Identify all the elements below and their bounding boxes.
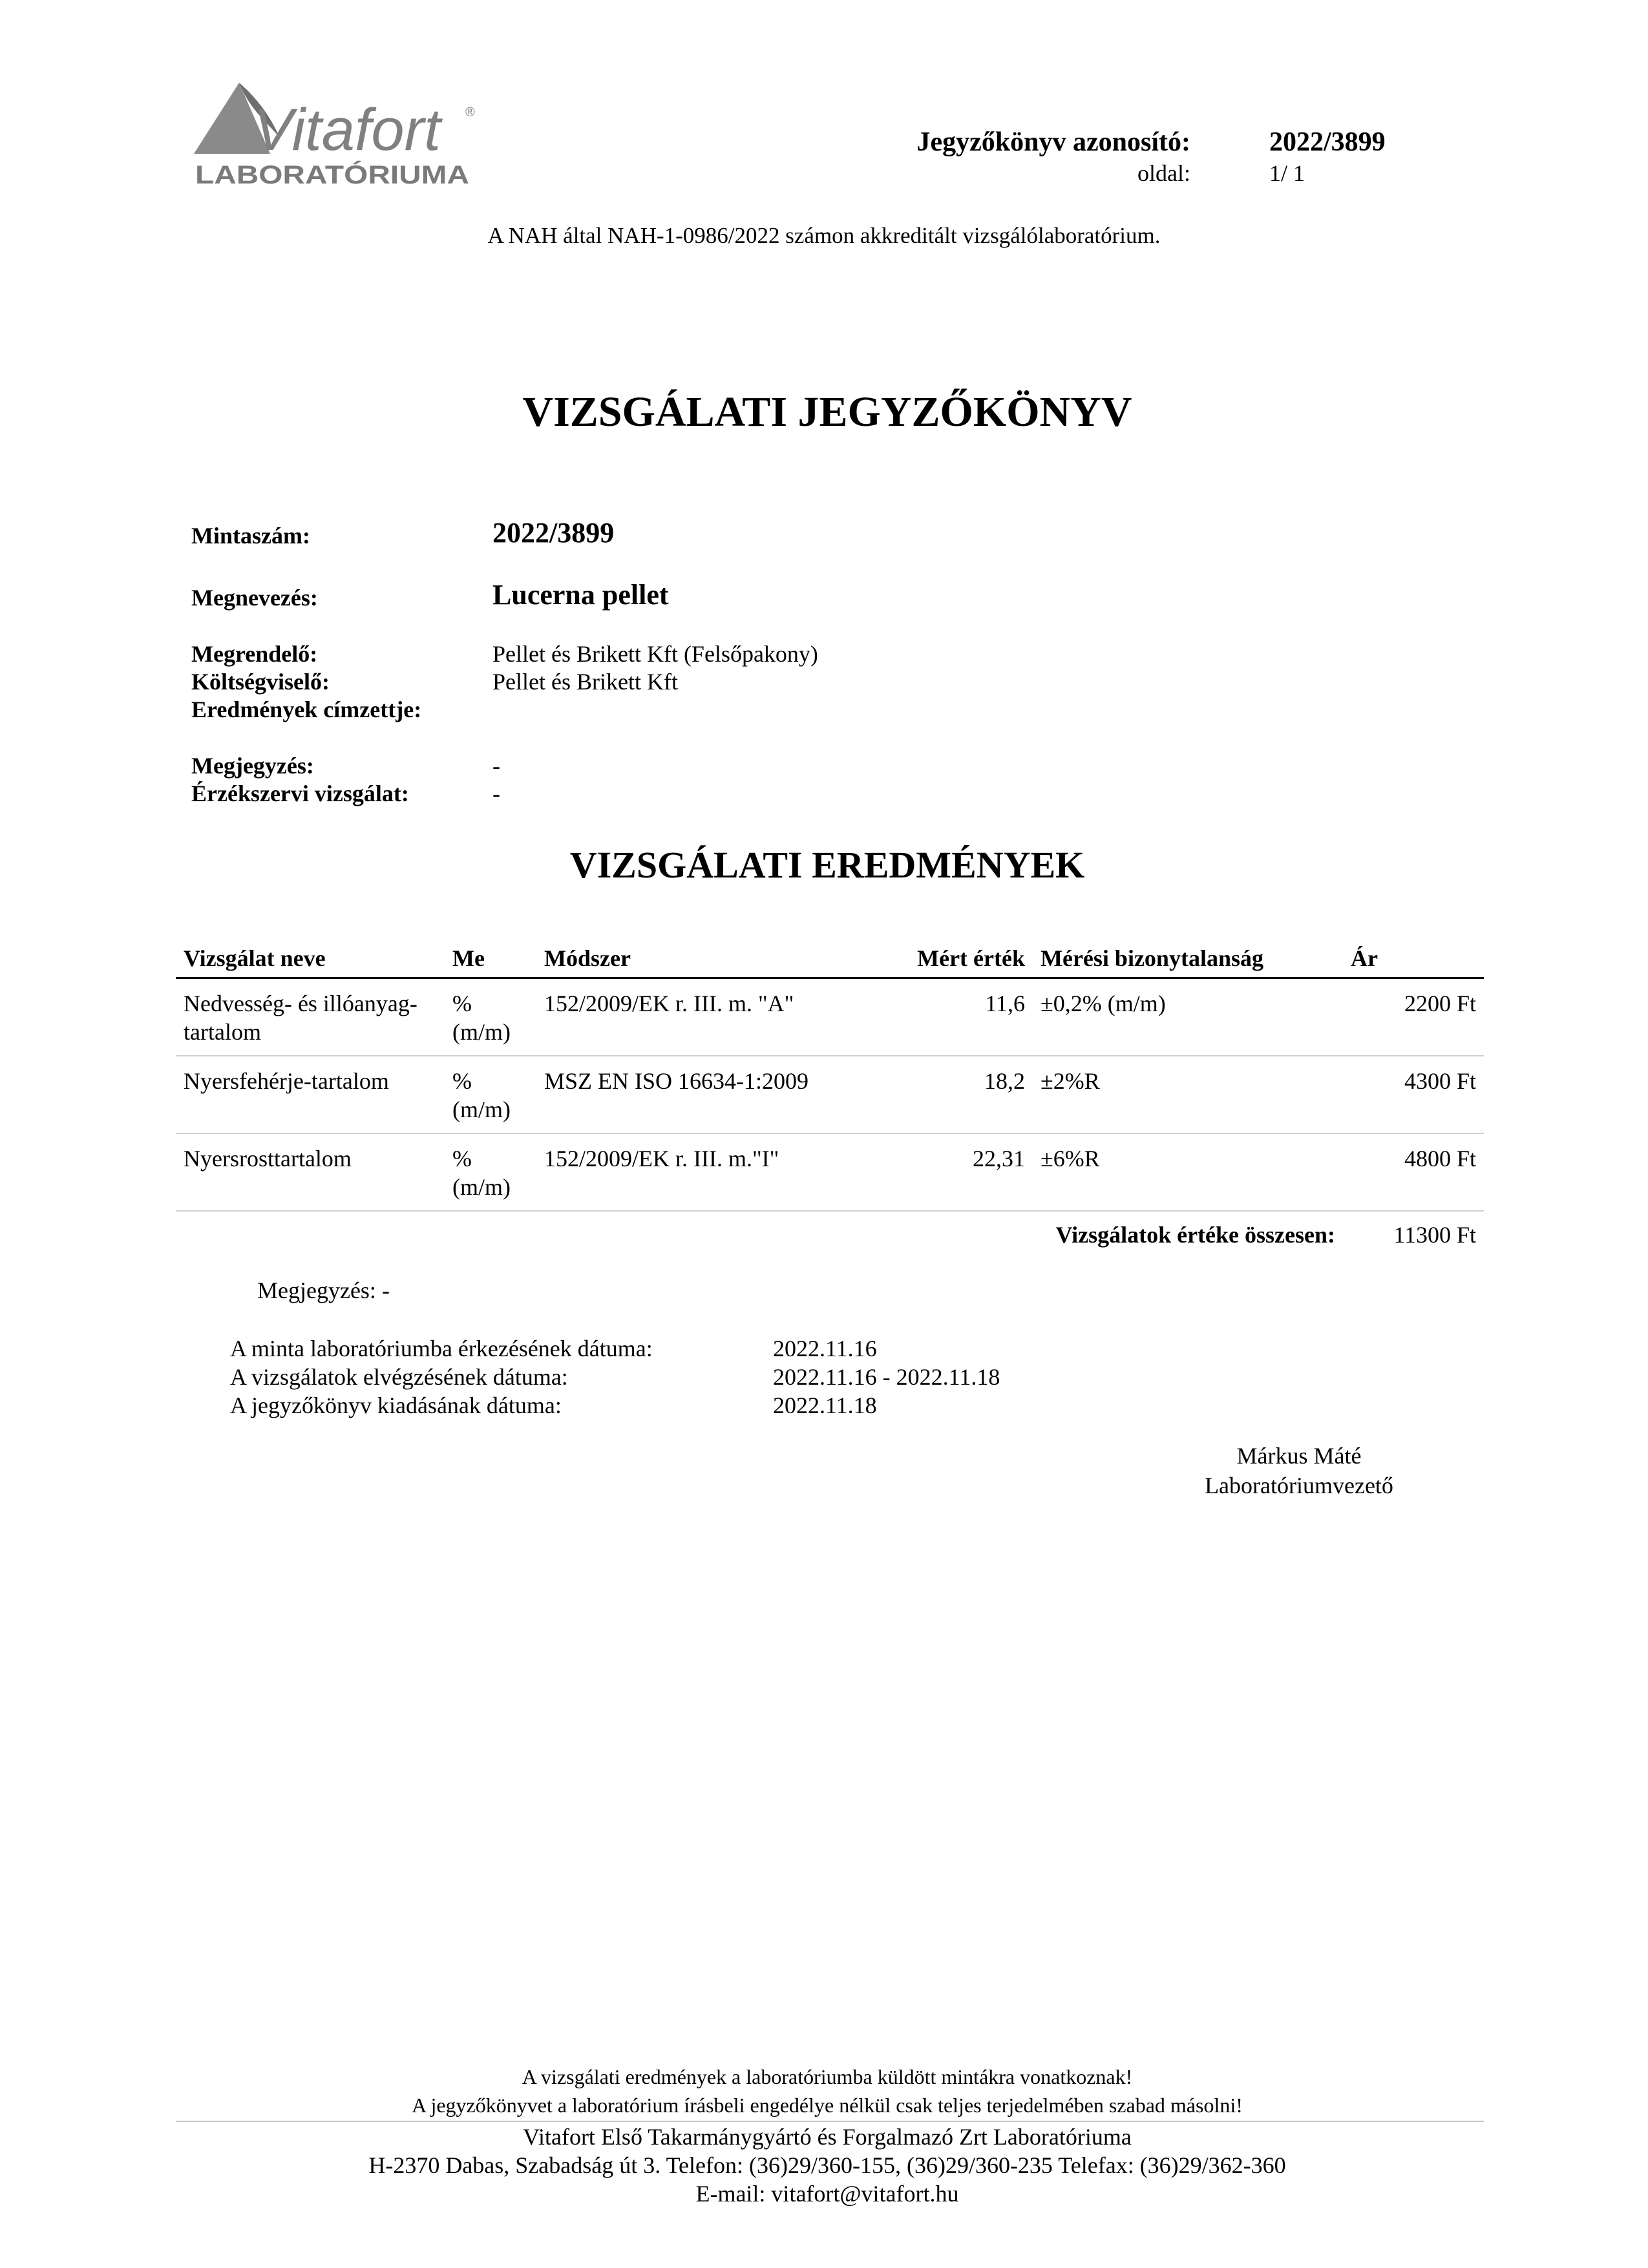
column-header: Mért érték	[893, 941, 1033, 978]
results-table	[176, 941, 1484, 1258]
uncertainty-cell: ±6%R	[1033, 1133, 1343, 1211]
footer-disclaimer-2: A jegyzőkönyvet a laboratórium írásbeli engedélye nélkül csak teljes terjedelmében szabad másolni!	[412, 2094, 1243, 2117]
method-cell: MSZ EN ISO 16634-1:2009	[536, 1056, 893, 1133]
tests-date-label: A vizsgálatok elvégzésének dátuma:	[230, 1364, 568, 1390]
sensory-test-value: -	[492, 781, 500, 806]
vitafort-logo	[194, 78, 478, 187]
test-name-line: Nedvesség- és illóanyag-	[184, 991, 417, 1016]
remark-value: -	[492, 753, 500, 779]
footer-disclaimer-1: A vizsgálati eredmények a laboratóriumba küldött mintákra vonatkoznak!	[522, 2065, 1133, 2088]
accreditation-text: A NAH által NAH-1-0986/2022 számon akkreditált vizsgálólaboratórium.	[487, 223, 1161, 248]
page-value: 1/ 1	[1269, 160, 1305, 186]
table-header-row	[176, 941, 1484, 978]
unit-line: (m/m)	[452, 1174, 511, 1200]
unit-cell	[445, 978, 536, 1056]
issue-date-label: A jegyzőkönyv kiadásának dátuma:	[230, 1392, 562, 1418]
protocol-id-value: 2022/3899	[1269, 127, 1386, 157]
unit-line: (m/m)	[452, 1097, 511, 1122]
client-label: Megrendelő:	[191, 641, 318, 667]
remark-label: Megjegyzés:	[191, 753, 314, 779]
signer-title: Laboratóriumvezető	[1205, 1473, 1393, 1498]
sample-number-value: 2022/3899	[492, 517, 615, 549]
column-header: Ár	[1343, 941, 1484, 978]
column-header: Me	[445, 941, 536, 978]
unit-line: %	[452, 1146, 472, 1171]
unit-line: %	[452, 991, 472, 1016]
method-cell: 152/2009/EK r. III. m. "A"	[536, 978, 893, 1056]
total-label: Vizsgálatok értéke összesen:	[1055, 1222, 1335, 1248]
arrival-date-label: A minta laboratóriumba érkezésének dátuma:	[230, 1336, 653, 1361]
signer-name: Márkus Máté	[1236, 1443, 1362, 1469]
price-cell: 4300 Ft	[1343, 1056, 1484, 1133]
protocol-id-label: Jegyzőkönyv azonosító:	[916, 127, 1190, 157]
unit-cell	[445, 1056, 536, 1133]
table-row	[176, 1133, 1484, 1211]
logo-subtitle: LABORATÓRIUMA	[195, 161, 425, 187]
value-cell: 18,2	[893, 1056, 1033, 1133]
client-value: Pellet és Brikett Kft (Felsőpakony)	[492, 641, 818, 667]
test-name-cell: Nyersfehérje-tartalom	[176, 1056, 445, 1133]
results-title: VIZSGÁLATI EREDMÉNYEK	[569, 844, 1085, 886]
product-name-label: Megnevezés:	[191, 585, 318, 611]
logo-brand: Vitafort	[253, 97, 441, 163]
uncertainty-cell: ±0,2% (m/m)	[1033, 978, 1343, 1056]
total-row	[176, 1211, 1484, 1258]
table-row	[176, 978, 1484, 1056]
unit-cell	[445, 1133, 536, 1211]
document-title: VIZSGÁLATI JEGYZŐKÖNYV	[522, 388, 1132, 436]
footer-company: Vitafort Első Takarmánygyártó és Forgalmazó Zrt Laboratóriuma	[523, 2124, 1132, 2150]
column-header: Vizsgálat neve	[176, 941, 445, 978]
test-name-line: tartalom	[184, 1019, 261, 1045]
logo-registered: ®	[465, 105, 475, 120]
column-header: Mérési bizonytalanság	[1033, 941, 1343, 978]
method-cell: 152/2009/EK r. III. m."I"	[536, 1133, 893, 1211]
price-cell: 4800 Ft	[1343, 1133, 1484, 1211]
unit-line: %	[452, 1068, 472, 1094]
table-row	[176, 1056, 1484, 1133]
footer-email: E-mail: vitafort@vitafort.hu	[695, 2181, 959, 2207]
tests-date-value: 2022.11.16 - 2022.11.18	[773, 1364, 1000, 1390]
issue-date-value: 2022.11.18	[773, 1392, 877, 1418]
product-name-value: Lucerna pellet	[492, 579, 669, 611]
test-name-cell: Nyersrosttartalom	[176, 1133, 445, 1211]
unit-line: (m/m)	[452, 1019, 511, 1045]
value-cell: 22,31	[893, 1133, 1033, 1211]
footer-address: H-2370 Dabas, Szabadság út 3. Telefon: (36)29/360-155, (36)29/360-235 Telefax: (36)29/362-360	[368, 2152, 1286, 2178]
sample-number-label: Mintaszám:	[191, 523, 310, 549]
recipient-label: Eredmények címzettje:	[191, 697, 422, 722]
footer-divider	[176, 2121, 1484, 2122]
arrival-date-value: 2022.11.16	[773, 1336, 877, 1361]
note-text: Megjegyzés: -	[257, 1277, 390, 1303]
sensory-test-label: Érzékszervi vizsgálat:	[191, 781, 409, 806]
payer-value: Pellet és Brikett Kft	[492, 669, 678, 695]
price-cell: 2200 Ft	[1343, 978, 1484, 1056]
total-value: 11300 Ft	[1393, 1222, 1476, 1248]
column-header: Módszer	[536, 941, 893, 978]
value-cell: 11,6	[893, 978, 1033, 1056]
uncertainty-cell: ±2%R	[1033, 1056, 1343, 1133]
test-name-cell	[176, 978, 445, 1056]
page-label: oldal:	[1137, 160, 1190, 186]
payer-label: Költségviselő:	[191, 669, 330, 695]
